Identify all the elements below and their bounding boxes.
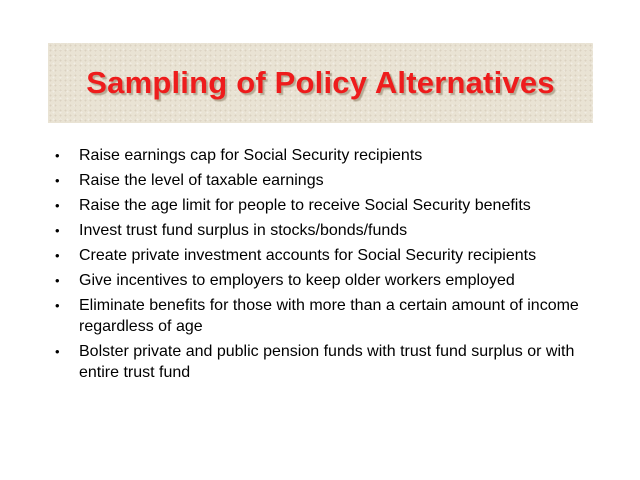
title-banner — [48, 43, 593, 123]
bullet-text: Raise earnings cap for Social Security recipients — [79, 147, 423, 164]
bullet-icon: • — [55, 248, 60, 263]
slide-title: Sampling of Policy Alternatives — [86, 65, 555, 100]
bullet-icon: • — [55, 198, 60, 213]
bullet-text: Raise the age limit for people to receive Social Security benefits — [79, 197, 531, 214]
bullet-text: Create private investment accounts for Social Security recipients — [79, 247, 537, 264]
bullet-icon: • — [55, 273, 60, 288]
bullet-icon: • — [55, 344, 60, 359]
bullet-icon: • — [55, 298, 60, 313]
bullet-item — [54, 295, 614, 337]
bullet-item — [54, 170, 614, 191]
bullet-item — [54, 220, 614, 241]
bullet-list — [54, 145, 614, 387]
bullet-icon: • — [55, 223, 60, 238]
bullet-icon: • — [55, 173, 60, 188]
bullet-icon: • — [55, 148, 60, 163]
bullet-text: Invest trust fund surplus in stocks/bonds/funds — [79, 222, 408, 239]
bullet-item — [54, 145, 614, 166]
bullet-text: Give incentives to employers to keep older workers employed — [79, 272, 515, 289]
bullet-item — [54, 341, 614, 383]
bullet-text: Eliminate benefits for those with more than a certain amount of income regardless of age — [79, 297, 579, 335]
bullet-item — [54, 270, 614, 291]
bullet-item — [54, 195, 614, 216]
bullet-text: Raise the level of taxable earnings — [79, 172, 324, 189]
bullet-text: Bolster private and public pension funds with trust fund surplus or with entire trust fund — [79, 343, 575, 381]
bullet-item — [54, 245, 614, 266]
